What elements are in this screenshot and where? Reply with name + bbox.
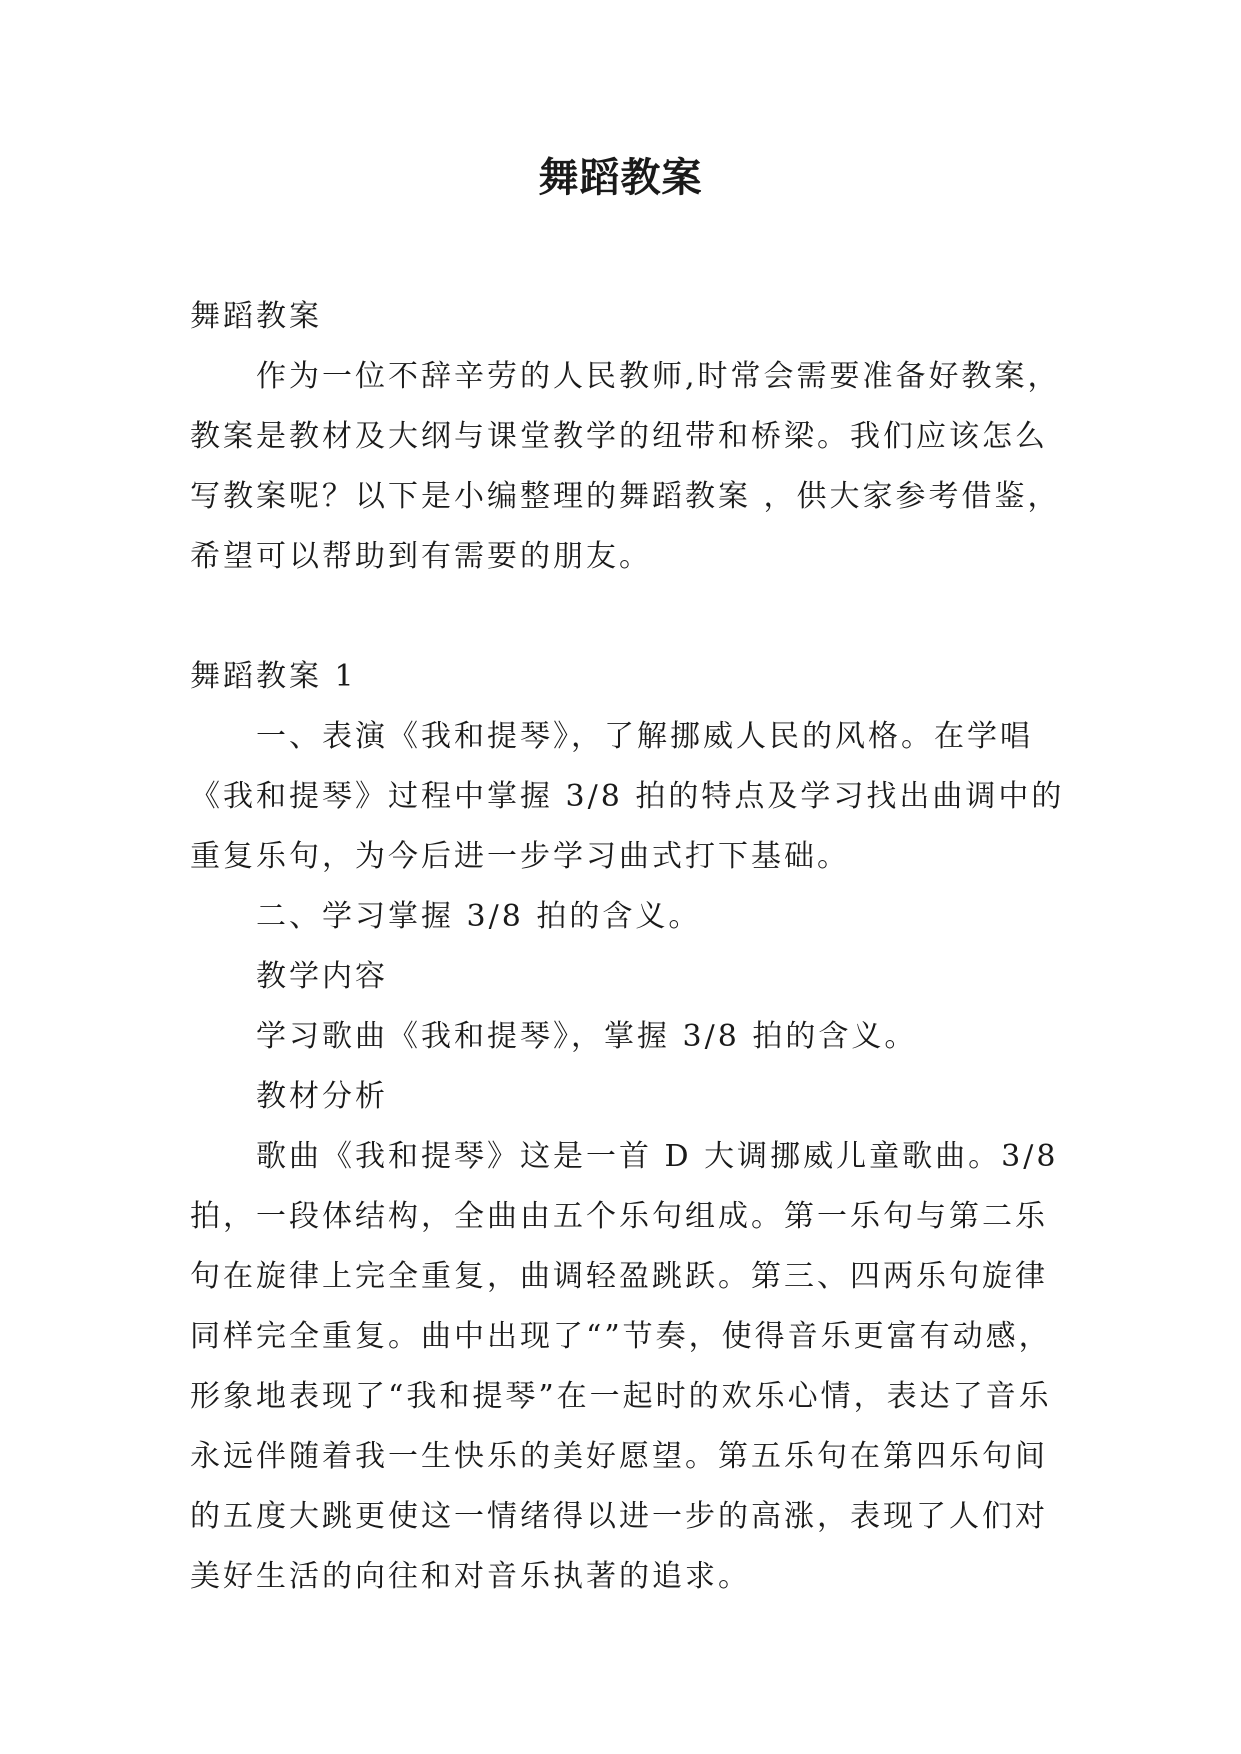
section-heading: 舞蹈教案 1 (190, 659, 357, 694)
paragraph-material-analysis-heading: 教材分析 (256, 1079, 388, 1114)
paragraph-objective-2: 二、学习掌握 3/8 拍的含义。 (256, 899, 702, 934)
paragraph-teaching-content: 学习歌曲《我和提琴》，掌握 3/8 拍的含义。 (256, 1019, 918, 1054)
document-title: 舞蹈教案 (538, 155, 703, 201)
document-body (190, 287, 1070, 1607)
paragraph-objective-1: 一、表演《我和提琴》，了解挪威人民的风格。在学唱《我和提琴》过程中掌握 3/8 拍的特点及学习找出曲调中的重复乐句，为今后进一步学习曲式打下基础。 (190, 719, 1065, 874)
paragraph-teaching-content-heading: 教学内容 (256, 959, 388, 994)
section-spacer (190, 587, 1070, 647)
paragraph-material-analysis: 歌曲《我和提琴》这是一首 D 大调挪威儿童歌曲。3/8 拍，一段体结构，全曲由五个乐句组成。第一乐句与第二乐句在旋律上完全重复，曲调轻盈跳跃。第三、四两乐句旋律同样完全重复。曲中出现了“”节奏，使得音乐更富有动感，形象地表现了“我和提琴”在一起时的欢乐心情，表达了音乐永远伴随着我一生快乐的美好愿望。第五乐句在第四乐句间的五度大跳更使这一情绪得以进一步的高涨，表现了人们对美好生活的向往和对音乐执著的追求。 (190, 1139, 1059, 1594)
intro-paragraph: 作为一位不辞辛劳的人民教师,时常会需要准备好教案，教案是教材及大纲与课堂教学的纽带和桥梁。我们应该怎么写教案呢？以下是小编整理的舞蹈教案 ，供大家参考借鉴，希望可以帮助到有需要的朋友。 (190, 359, 1061, 574)
document-subtitle: 舞蹈教案 (190, 299, 322, 334)
